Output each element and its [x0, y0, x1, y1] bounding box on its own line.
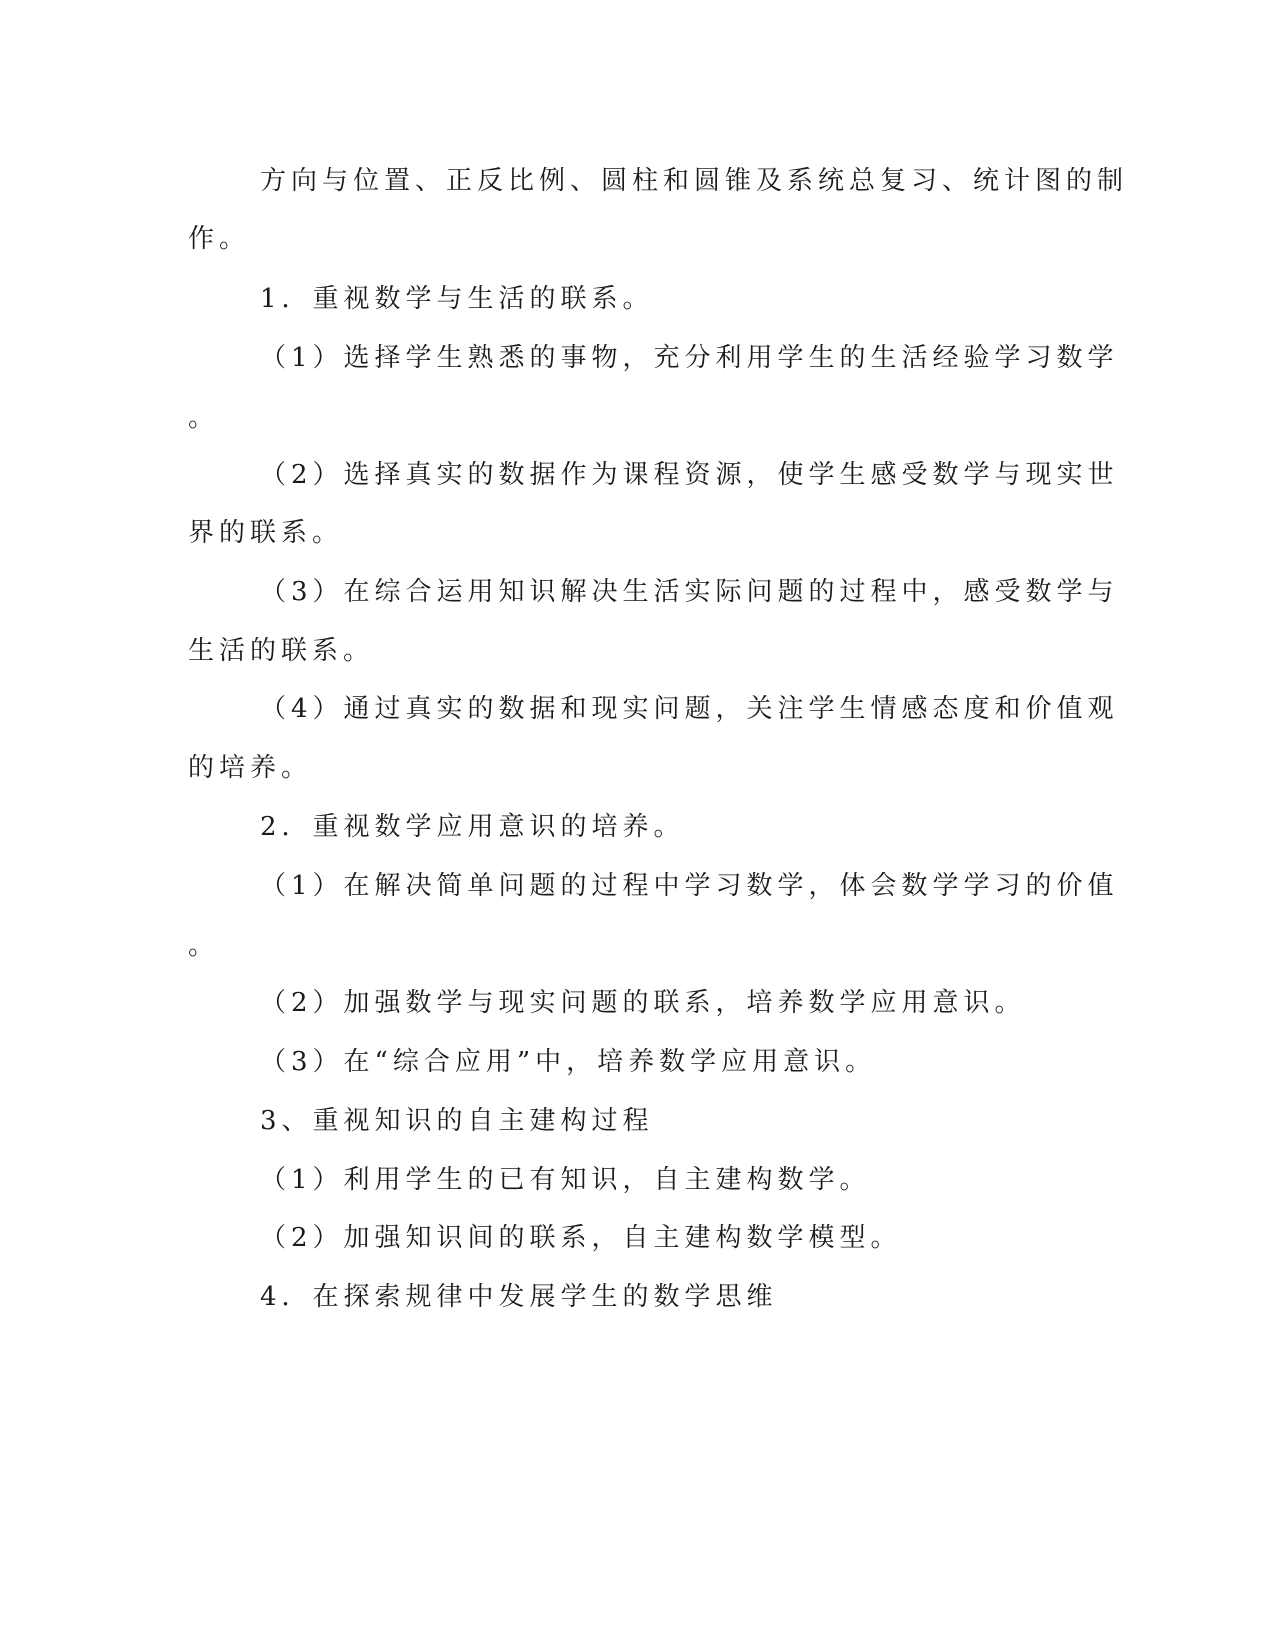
item-2-3: （3）在“综合应用”中，培养数学应用意识。	[260, 1047, 877, 1077]
item-2-1-line-2: 。	[188, 931, 220, 961]
paragraph-1-line-1: 方向与位置、正反比例、圆柱和圆锥及系统总复习、统计图的制	[260, 166, 1129, 196]
item-1-1-line-1: （1）选择学生熟悉的事物，充分利用学生的生活经验学习数学	[260, 343, 1119, 373]
item-3-1: （1）利用学生的已有知识，自主建构数学。	[260, 1165, 871, 1195]
item-1-4-line-1: （4）通过真实的数据和现实问题，关注学生情感态度和价值观	[260, 694, 1119, 724]
heading-2: 2．重视数学应用意识的培养。	[260, 812, 685, 842]
item-1-3-line-2: 生活的联系。	[188, 636, 375, 666]
heading-3: 3、重视知识的自主建构过程	[260, 1106, 654, 1136]
heading-4: 4．在探索规律中发展学生的数学思维	[260, 1282, 778, 1312]
item-2-2: （2）加强数学与现实问题的联系，培养数学应用意识。	[260, 988, 1026, 1018]
item-1-2-line-1: （2）选择真实的数据作为课程资源，使学生感受数学与现实世	[260, 460, 1119, 490]
item-1-3-line-1: （3）在综合运用知识解决生活实际问题的过程中，感受数学与	[260, 577, 1119, 607]
item-1-1-line-2: 。	[188, 403, 220, 433]
item-3-2: （2）加强知识间的联系，自主建构数学模型。	[260, 1223, 902, 1253]
item-2-1-line-1: （1）在解决简单问题的过程中学习数学，体会数学学习的价值	[260, 871, 1119, 901]
item-1-4-line-2: 的培养。	[188, 753, 313, 783]
paragraph-1-line-2: 作。	[188, 224, 251, 254]
heading-1: 1．重视数学与生活的联系。	[260, 284, 654, 314]
item-1-2-line-2: 界的联系。	[188, 518, 344, 548]
